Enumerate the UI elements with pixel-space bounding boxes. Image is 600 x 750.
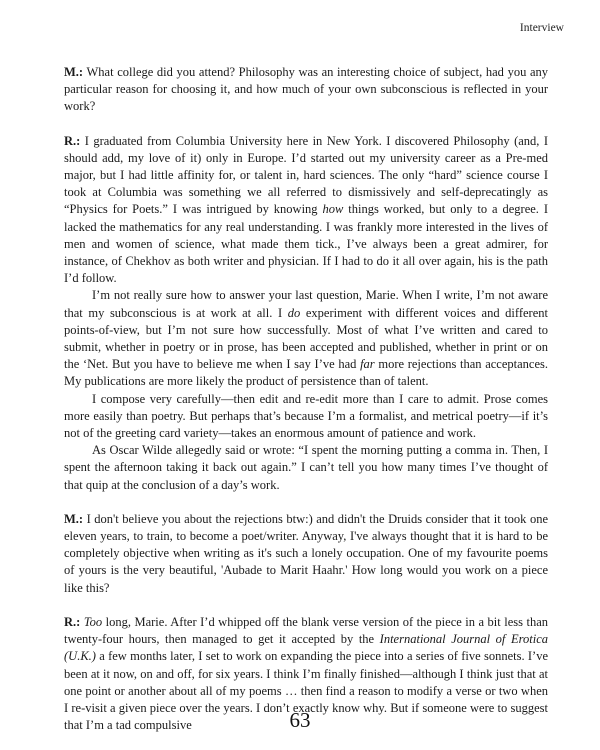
emphasis: Too (83, 614, 103, 629)
journal-title: International Journal of Erotica (U.K.) (64, 632, 548, 664)
answer-paragraph: I’m not really sure how to answer your last question, Marie. When I write, I’m not aware that my subconscious is at work at all. I do experiment with different voices and different points-of-view, but I’m not sure how successfully. Most of what I’ve written and cared to submit, whether in poetry or in prose, has been accepted and published, whether in print or on the ‘Net. But you have to believe me when I say I’ve had far more rejections than acceptances. My publications are more likely the product of persistence than of talent. (64, 288, 549, 389)
speaker-label: R.: (64, 133, 81, 148)
emphasis: do (287, 305, 301, 320)
answer-paragraph: R.: Too long, Marie. After I’d whipped off the blank verse version of the piece in a bit less than twenty-four hours, then managed to get it accepted by the International Journal of Erotica (U.K.) a few months later, I set to work on expanding the piece into a series of five sonnets. I’ve been at it now, on and off, for six years. I think I’m finally finished—although I think just that at one point or another about all of my poems … then find a reason to modify a verse or two when I re-visit a given piece over the years. I don’t exactly know why. But if someone were to suggest that I’m a tad compulsive (64, 614, 548, 733)
answer-paragraph: R.: I graduated from Columbia University here in New York. I discovered Philosophy (and, I should add, my love of it) only in Europe. I’d started out my university career as a Pre-med major, but I had little affinity for, or talent in, hard sciences. The only “hard” science course I took at Columbia was something we all referred to dismissively and self-deprecatingly as “Physics for Poets.” I was intrigued by knowing how things worked, but only to a degree. I lacked the mathematics for any real understanding. I was frankly more interested in the lives of men and women of science, what made them tick., I’ve always been a great admirer, for instance, of Chekhov as both writer and physician. If I had to do it all over again, his is the path I’d follow. (64, 133, 548, 286)
page-number: 63 (289, 708, 311, 732)
emphasis: far (360, 357, 375, 372)
running-header: Interview (519, 22, 564, 34)
speaker-label: R.: (64, 614, 81, 629)
question-paragraph: M.: What college did you attend? Philosophy was an interesting choice of subject, had you any particular reason for choosing it, and how much of your own subconscious is reflected in your work? (64, 65, 548, 114)
speaker-label: M.: (64, 65, 84, 79)
speaker-label: M.: (64, 511, 84, 526)
question-paragraph: M.: I don't believe you about the rejections btw:) and didn't the Druids consider that it took one eleven years, to train, to become a poet/writer. Anyway, I've always thought that it is hard to be completely objective when writing as it's such a lonely occupation. One of my favourite poems of yours is the very beautiful, 'Aubade to Marit Haahr.' How long would you work on a piece like this? (64, 511, 548, 595)
interview-text (64, 64, 548, 734)
answer-paragraph: I compose very carefully—then edit and re-edit more than I care to admit. Prose comes more easily than poetry. But perhaps that’s because I’m a formalist, and metrical poetry—if it’s not of the greeting card variety—takes an enormous amount of patience and work. (64, 391, 548, 441)
answer-paragraph: As Oscar Wilde allegedly said or wrote: “I spent the morning putting a comma in. Then, I spent the afternoon taking it back out again.” I can’t tell you how many times I’ve thought of that quip at the conclusion of a day’s work. (64, 443, 548, 492)
emphasis: how (322, 202, 344, 217)
